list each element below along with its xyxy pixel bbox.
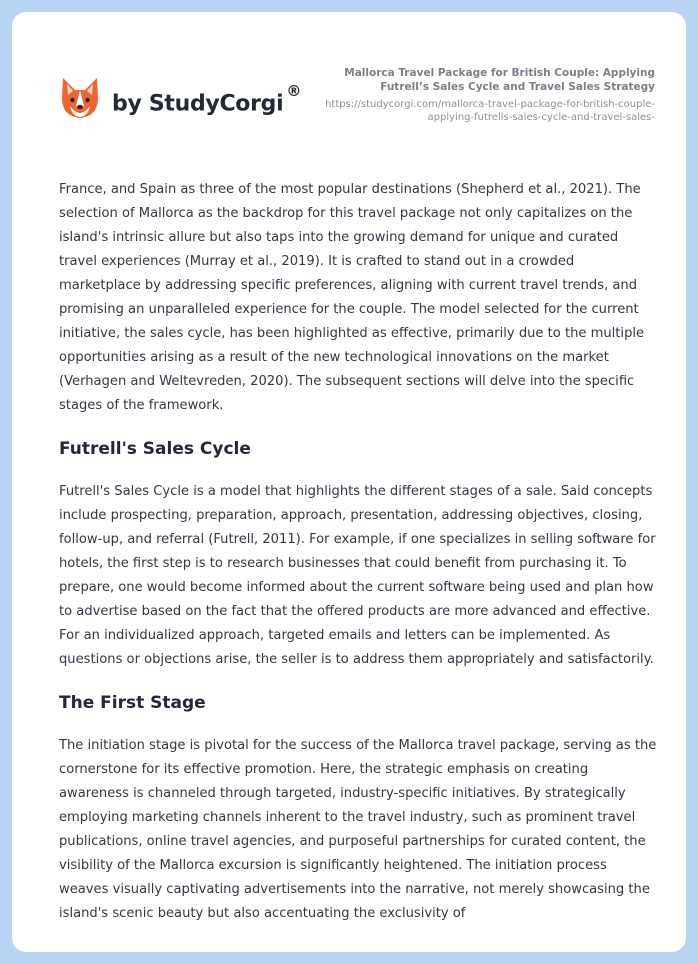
body-paragraph: France, and Spain as three of the most popular destinations (Shepherd et al., 2021). The selection of Mallorca as the backdrop for this travel package not only capitalizes on the island's intrinsic allure but also taps into the growing demand for unique and curated travel experiences (Murray et al., 2019). It is crafted to stand out in a crowded marketplace by addressing specific preferences, aligning with current travel trends, and promising an unparalleled experience for the couple. The model selected for the current initiative, the sales cycle, has been highlighted as effective, primarily due to the multiple opportunities arising as a result of the new technological innovations on the market (Verhagen and Weltevreden, 2020). The subsequent sections will delve into the specific stages of the framework. (59, 182, 645, 413)
brand-name: by StudyCorgi® (112, 81, 302, 117)
document-url[interactable]: https://studycorgi.com/mallorca-travel-package-for-british-couple-applying-futrells-sales-cycle-and-travel-sales- (325, 99, 655, 123)
section-heading-first-stage: The First Stage (59, 693, 206, 713)
section-heading-futrells-sales-cycle: Futrell's Sales Cycle (59, 439, 251, 459)
page-header (12, 12, 686, 152)
body-paragraph: The initiation stage is pivotal for the success of the Mallorca travel package, serving as the cornerstone for its effective promotion. Here, the strategic emphasis on creating awareness is channeled through targeted, industry-specific initiatives. By strategically employing marketing channels inherent to the travel industry, such as prominent travel publications, online travel agencies, and purposeful partnerships for curated content, the visibility of the Mallorca excursion is significantly heightened. The initiation process weaves visually captivating advertisements into the narrative, not merely showcasing the island's scenic beauty but also accentuating the exclusivity of (59, 738, 657, 921)
body-paragraph: Futrell's Sales Cycle is a model that highlights the different stages of a sale. Said concepts include prospecting, preparation, approach, presentation, addressing objectives, closing, follow-up, and referral (Futrell, 2011). For example, if one specializes in selling software for hotels, the first step is to research businesses that could benefit from purchasing it. To prepare, one would become informed about the current software being used and plan how to advertise based on the fact that the offered products are more advanced and effective. For an individualized approach, targeted emails and letters can be implemented. As questions or objections arise, the seller is to address them appropriately and satisfactorily. (59, 484, 656, 667)
document-title: Mallorca Travel Package for British Couple: Applying Futrell’s Sales Cycle and Travel Sales Strategy (344, 67, 655, 93)
corgi-logo-icon (60, 76, 100, 120)
studycorgi-logo[interactable] (60, 76, 301, 120)
document-page (12, 12, 686, 952)
document-body (59, 178, 659, 926)
